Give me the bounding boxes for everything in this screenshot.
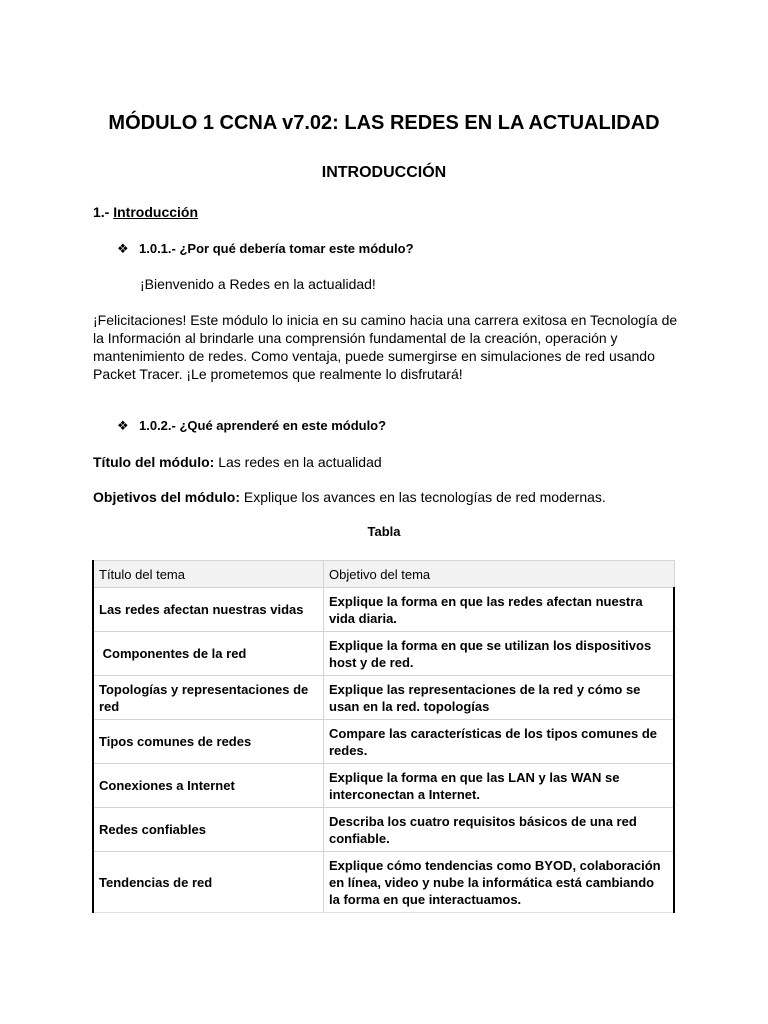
bullet-text: 1.0.1.- ¿Por qué debería tomar este módulo? <box>139 241 414 256</box>
topic-title-cell: Topologías y representaciones de red <box>93 676 324 720</box>
topic-objective-cell: Describa los cuatro requisitos básicos de una red confiable. <box>324 808 675 852</box>
topic-title-cell: Conexiones a Internet <box>93 764 324 808</box>
module-objectives-value: Explique los avances en las tecnologías de red modernas. <box>243 489 606 505</box>
intro-paragraph: ¡Felicitaciones! Este módulo lo inicia en su camino hacia una carrera exitosa en Tecnología de la Información al brindarle una comprensión fundamental de la creación, operación y mantenimiento de redes. Como ventaja, puede sumergirse en simulaciones de red usando Packet Tracer. ¡Le prometemos que realmente lo disfrutará! <box>93 312 678 382</box>
section-label: Introducción <box>113 204 199 220</box>
document-title: MÓDULO 1 CCNA v7.02: LAS REDES EN LA ACTUALIDAD <box>108 112 660 134</box>
topic-title-cell: Tendencias de red <box>93 852 324 913</box>
table-caption: Tabla <box>367 524 401 539</box>
bullet-what-learn <box>117 418 386 434</box>
table-row <box>93 676 674 720</box>
module-objectives-line <box>93 489 606 505</box>
bullet-why-module <box>117 241 414 257</box>
topic-objective-cell: Explique la forma en que las LAN y las WAN se interconectan a Internet. <box>324 764 675 808</box>
module-title-line <box>93 454 382 470</box>
topics-table <box>92 560 675 913</box>
topic-title-cell: Tipos comunes de redes <box>93 720 324 764</box>
table-row <box>93 720 674 764</box>
table-row <box>93 808 674 852</box>
topic-objective-cell: Explique la forma en que se utilizan los dispositivos host y de red. <box>324 632 675 676</box>
header-topic-title: Título del tema <box>93 561 324 588</box>
bullet-text: 1.0.2.- ¿Qué aprenderé en este módulo? <box>139 418 387 433</box>
module-title-value: Las redes en la actualidad <box>218 454 382 470</box>
topic-objective-cell: Explique cómo tendencias como BYOD, colaboración en línea, video y nube la informática está cambiando la forma en que interactuamos. <box>324 852 675 913</box>
table-row <box>93 764 674 808</box>
module-title-label: Título del módulo: <box>93 454 215 470</box>
table-row <box>93 852 674 913</box>
welcome-text: ¡Bienvenido a Redes en la actualidad! <box>140 276 376 292</box>
header-topic-objective: Objetivo del tema <box>324 561 675 588</box>
topic-title-cell: Redes confiables <box>93 808 324 852</box>
table-row <box>93 632 674 676</box>
table-row <box>93 588 674 632</box>
topic-objective-cell: Explique las representaciones de la red y cómo se usan en la red. topologías <box>324 676 675 720</box>
section-number: 1.- <box>93 204 110 220</box>
document-subtitle: INTRODUCCIÓN <box>321 164 447 181</box>
topic-objective-cell: Explique la forma en que las redes afectan nuestra vida diaria. <box>324 588 675 632</box>
module-objectives-label: Objetivos del módulo: <box>93 489 241 505</box>
diamond-bullet-icon: ❖ <box>117 418 129 433</box>
topic-title-cell: Componentes de la red <box>93 632 324 676</box>
table-header-row <box>93 561 674 588</box>
topic-title-cell: Las redes afectan nuestras vidas <box>93 588 324 632</box>
diamond-bullet-icon: ❖ <box>117 241 129 256</box>
topic-objective-cell: Compare las características de los tipos comunes de redes. <box>324 720 675 764</box>
section-heading <box>93 204 198 220</box>
